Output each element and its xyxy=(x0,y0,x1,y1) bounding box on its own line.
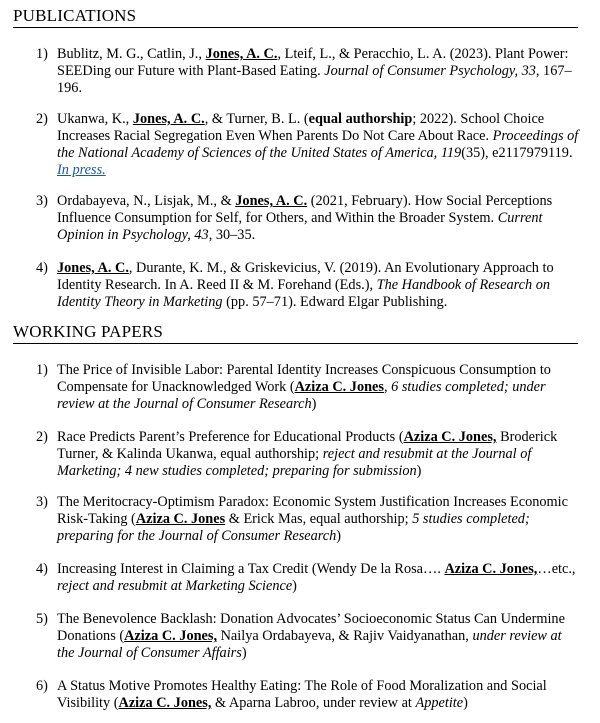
working-paper-entry-1 xyxy=(36,362,580,413)
entry-text: Bublitz, M. G., Catlin, J., Jones, A. C., Lteif, L., & Peracchio, L. A. (2023). Plant Power: SEEDing our Future with Plant-Based Eating. Journal of Consumer Psychology, 33, 167–196. xyxy=(57,46,572,96)
entry-text: Jones, A. C., Durante, K. M., & Griskevicius, V. (2019). An Evolutionary Approach to Identity Research. In A. Reed II & M. Forehand (Eds.), The Handbook of Research on Identity Theory in Marketing (pp. 57–71). Edward Elgar Publishing. xyxy=(57,260,554,310)
publication-entry-1 xyxy=(36,46,580,97)
entry-number: 4) xyxy=(36,260,48,276)
entry-text: The Benevolence Backlash: Donation Advocates’ Socioeconomic Status Can Undermine Donations (Aziza C. Jones, Nailya Ordabayeva, & Rajiv Vaidyanathan, under review at the Journal of Consumer Affairs) xyxy=(57,611,565,661)
paper-status: reject and resubmit at Marketing Science xyxy=(57,578,293,594)
author-highlight: Aziza C. Jones, xyxy=(403,429,497,445)
working-paper-entry-2 xyxy=(36,429,580,480)
author-highlight: Aziza C. Jones xyxy=(135,511,226,527)
working-papers-heading: WORKING PAPERS xyxy=(13,322,578,344)
entry-number: 3) xyxy=(36,494,48,510)
entry-text: The Meritocracy-Optimism Paradox: Economic System Justification Increases Economic Risk-Taking (Aziza C. Jones & Erick Mas, equal authorship; 5 studies completed; preparing for the Journal of Consumer Research) xyxy=(57,494,568,544)
journal-name: Current Opinion in Psychology, 43 xyxy=(57,210,543,243)
entry-text: A Status Motive Promotes Healthy Eating: The Role of Food Moralization and Social Visibility (Aziza C. Jones, & Aparna Labroo, under review at Appetite) xyxy=(57,678,547,711)
working-paper-entry-3 xyxy=(36,494,580,545)
author-highlight: Jones, A. C. xyxy=(205,46,278,62)
working-paper-entry-4 xyxy=(36,561,580,595)
entry-number: 4) xyxy=(36,561,48,577)
in-press-link[interactable]: In press. xyxy=(57,162,106,178)
paper-status: Appetite xyxy=(415,695,464,711)
journal-name: The Handbook of Research on Identity Theory in Marketing xyxy=(57,277,551,310)
entry-number: 2) xyxy=(36,111,48,127)
working-paper-entry-5 xyxy=(36,611,580,662)
publications-heading: PUBLICATIONS xyxy=(13,6,578,28)
working-paper-entry-6 xyxy=(36,678,580,712)
paper-status: reject and resubmit at the Journal of Marketing; 4 new studies completed; preparing for submission xyxy=(57,446,532,479)
author-highlight: Jones, A. C. xyxy=(132,111,205,127)
entry-number: 2) xyxy=(36,429,48,445)
publication-entry-4 xyxy=(36,260,580,311)
entry-number: 6) xyxy=(36,678,48,694)
author-highlight: Jones, A. C. xyxy=(57,260,129,276)
entry-text: Ukanwa, K., Jones, A. C., & Turner, B. L. (equal authorship; 2022). School Choice Increases Racial Segregation Even When Parents Do Not Care About Race. Proceedings of the National Academy of Sciences of the United States of America, 119(35), e2117979119. In press. xyxy=(57,111,579,178)
equal-authorship-note: equal authorship xyxy=(308,111,413,127)
entry-number: 3) xyxy=(36,193,48,209)
entry-number: 1) xyxy=(36,362,48,378)
author-highlight: Aziza C. Jones, xyxy=(118,695,212,711)
journal-name: Proceedings of the National Academy of Sciences of the United States of America, 119 xyxy=(57,128,579,161)
author-highlight: Aziza C. Jones, xyxy=(444,561,538,577)
journal-name: Journal of Consumer Psychology, 33 xyxy=(324,63,536,79)
entry-text: The Price of Invisible Labor: Parental Identity Increases Conspicuous Consumption to Compensate for Unacknowledged Work (Aziza C. Jones, 6 studies completed; under review at the Journal of Consumer Research) xyxy=(57,362,551,412)
entry-text: Increasing Interest in Claiming a Tax Credit (Wendy De la Rosa…. Aziza C. Jones,…etc., reject and resubmit at Marketing Science) xyxy=(57,561,576,594)
author-highlight: Aziza C. Jones xyxy=(294,379,384,395)
paper-status: 6 studies completed; under review at the Journal of Consumer Research xyxy=(57,379,546,412)
author-highlight: Jones, A. C. xyxy=(235,193,308,209)
entry-number: 5) xyxy=(36,611,48,627)
paper-status: 5 studies completed; preparing for the Journal of Consumer Research xyxy=(57,511,530,544)
entry-number: 1) xyxy=(36,46,48,62)
author-highlight: Aziza C. Jones, xyxy=(124,628,218,644)
publication-entry-3 xyxy=(36,193,580,244)
entry-text: Ordabayeva, N., Lisjak, M., & Jones, A. C. (2021, February). How Social Perceptions Influence Consumption for Self, for Others, and Within the Broader System. Current Opinion in Psychology, 43, 30–35. xyxy=(57,193,553,243)
publication-entry-2 xyxy=(36,111,580,179)
paper-status: under review at the Journal of Consumer Affairs xyxy=(57,628,562,661)
entry-text: Race Predicts Parent’s Preference for Educational Products (Aziza C. Jones, Broderick Turner, & Kalinda Ukanwa, equal authorship; reject and resubmit at the Journal of Marketing; 4 new studies completed; preparing for submission) xyxy=(57,429,558,479)
